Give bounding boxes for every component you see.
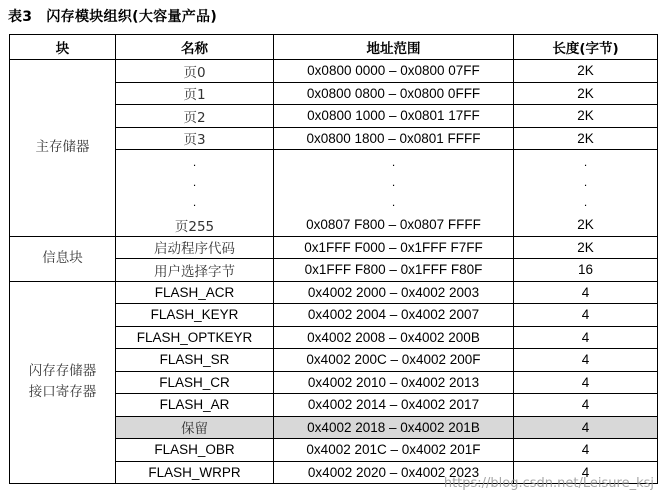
register-name: 保留: [116, 416, 274, 439]
page-name: 页0: [116, 60, 274, 83]
address-range: 0x1FFF F800 – 0x1FFF F80F: [274, 259, 514, 282]
register-name: FLASH_ACR: [116, 281, 274, 304]
address-range: 0x4002 2020 – 0x4002 2023: [274, 461, 514, 484]
page-size: 2K: [514, 105, 658, 128]
caption-number: 表3: [8, 9, 33, 25]
address-range: 0x4002 2004 – 0x4002 2007: [274, 304, 514, 327]
address-range: 0x0807 F800 – 0x0807 FFFF: [274, 214, 514, 236]
register-size: 4: [514, 304, 658, 327]
block-label-line1: 闪存存储器: [28, 363, 97, 380]
register-name: FLASH_SR: [116, 349, 274, 372]
address-range: 0x0800 1800 – 0x0801 FFFF: [274, 127, 514, 150]
info-name: 用户选择字节: [116, 259, 274, 282]
register-size: 4: [514, 439, 658, 462]
table-row: [10, 236, 658, 259]
address-range: 0x4002 2008 – 0x4002 200B: [274, 326, 514, 349]
page-size: 2K: [514, 60, 658, 83]
block-info: 信息块: [10, 236, 116, 281]
register-name: FLASH_AR: [116, 394, 274, 417]
page-size: 2K: [514, 82, 658, 105]
page-name: 页3: [116, 127, 274, 150]
header-row: [10, 35, 658, 60]
register-size: 4: [514, 326, 658, 349]
page-name: 页255: [116, 214, 274, 236]
block-main-memory: 主存储器: [10, 60, 116, 237]
page-size: 2K: [514, 214, 658, 236]
header-block: 块: [10, 35, 116, 60]
register-name: FLASH_WRPR: [116, 461, 274, 484]
register-size: 4: [514, 416, 658, 439]
ellipsis-cell: . . .: [514, 150, 658, 215]
info-size: 16: [514, 259, 658, 282]
flash-organization-table: [9, 34, 658, 484]
address-range: 0x4002 2000 – 0x4002 2003: [274, 281, 514, 304]
table-row: [10, 60, 658, 83]
table-caption: [8, 6, 217, 26]
page-name: 页1: [116, 82, 274, 105]
caption-title: 闪存模块组织(大容量产品): [46, 9, 218, 25]
block-flash-registers: [10, 281, 116, 484]
address-range: 0x4002 2014 – 0x4002 2017: [274, 394, 514, 417]
register-name: FLASH_KEYR: [116, 304, 274, 327]
register-name: FLASH_CR: [116, 371, 274, 394]
page-size: 2K: [514, 127, 658, 150]
address-range: 0x4002 200C – 0x4002 200F: [274, 349, 514, 372]
info-name: 启动程序代码: [116, 236, 274, 259]
header-length: 长度(字节): [514, 35, 658, 60]
table-row: [10, 281, 658, 304]
address-range: 0x1FFF F000 – 0x1FFF F7FF: [274, 236, 514, 259]
address-range: 0x0800 1000 – 0x0801 17FF: [274, 105, 514, 128]
address-range: 0x4002 2018 – 0x4002 201B: [274, 416, 514, 439]
page-name: 页2: [116, 105, 274, 128]
block-label-line2: 接口寄存器: [28, 384, 97, 401]
register-size: 4: [514, 371, 658, 394]
header-range: 地址范围: [274, 35, 514, 60]
ellipsis-cell: . . .: [116, 150, 274, 215]
register-name: FLASH_OBR: [116, 439, 274, 462]
register-size: 4: [514, 394, 658, 417]
info-size: 2K: [514, 236, 658, 259]
register-name: FLASH_OPTKEYR: [116, 326, 274, 349]
watermark: https://blog.csdn.net/Leisure_ksj: [443, 476, 654, 491]
address-range: 0x4002 201C – 0x4002 201F: [274, 439, 514, 462]
register-size: 4: [514, 349, 658, 372]
ellipsis-cell: . . .: [274, 150, 514, 215]
header-name: 名称: [116, 35, 274, 60]
address-range: 0x0800 0800 – 0x0800 0FFF: [274, 82, 514, 105]
register-size: 4: [514, 281, 658, 304]
address-range: 0x0800 0000 – 0x0800 07FF: [274, 60, 514, 83]
register-size: 4: [514, 461, 658, 484]
address-range: 0x4002 2010 – 0x4002 2013: [274, 371, 514, 394]
